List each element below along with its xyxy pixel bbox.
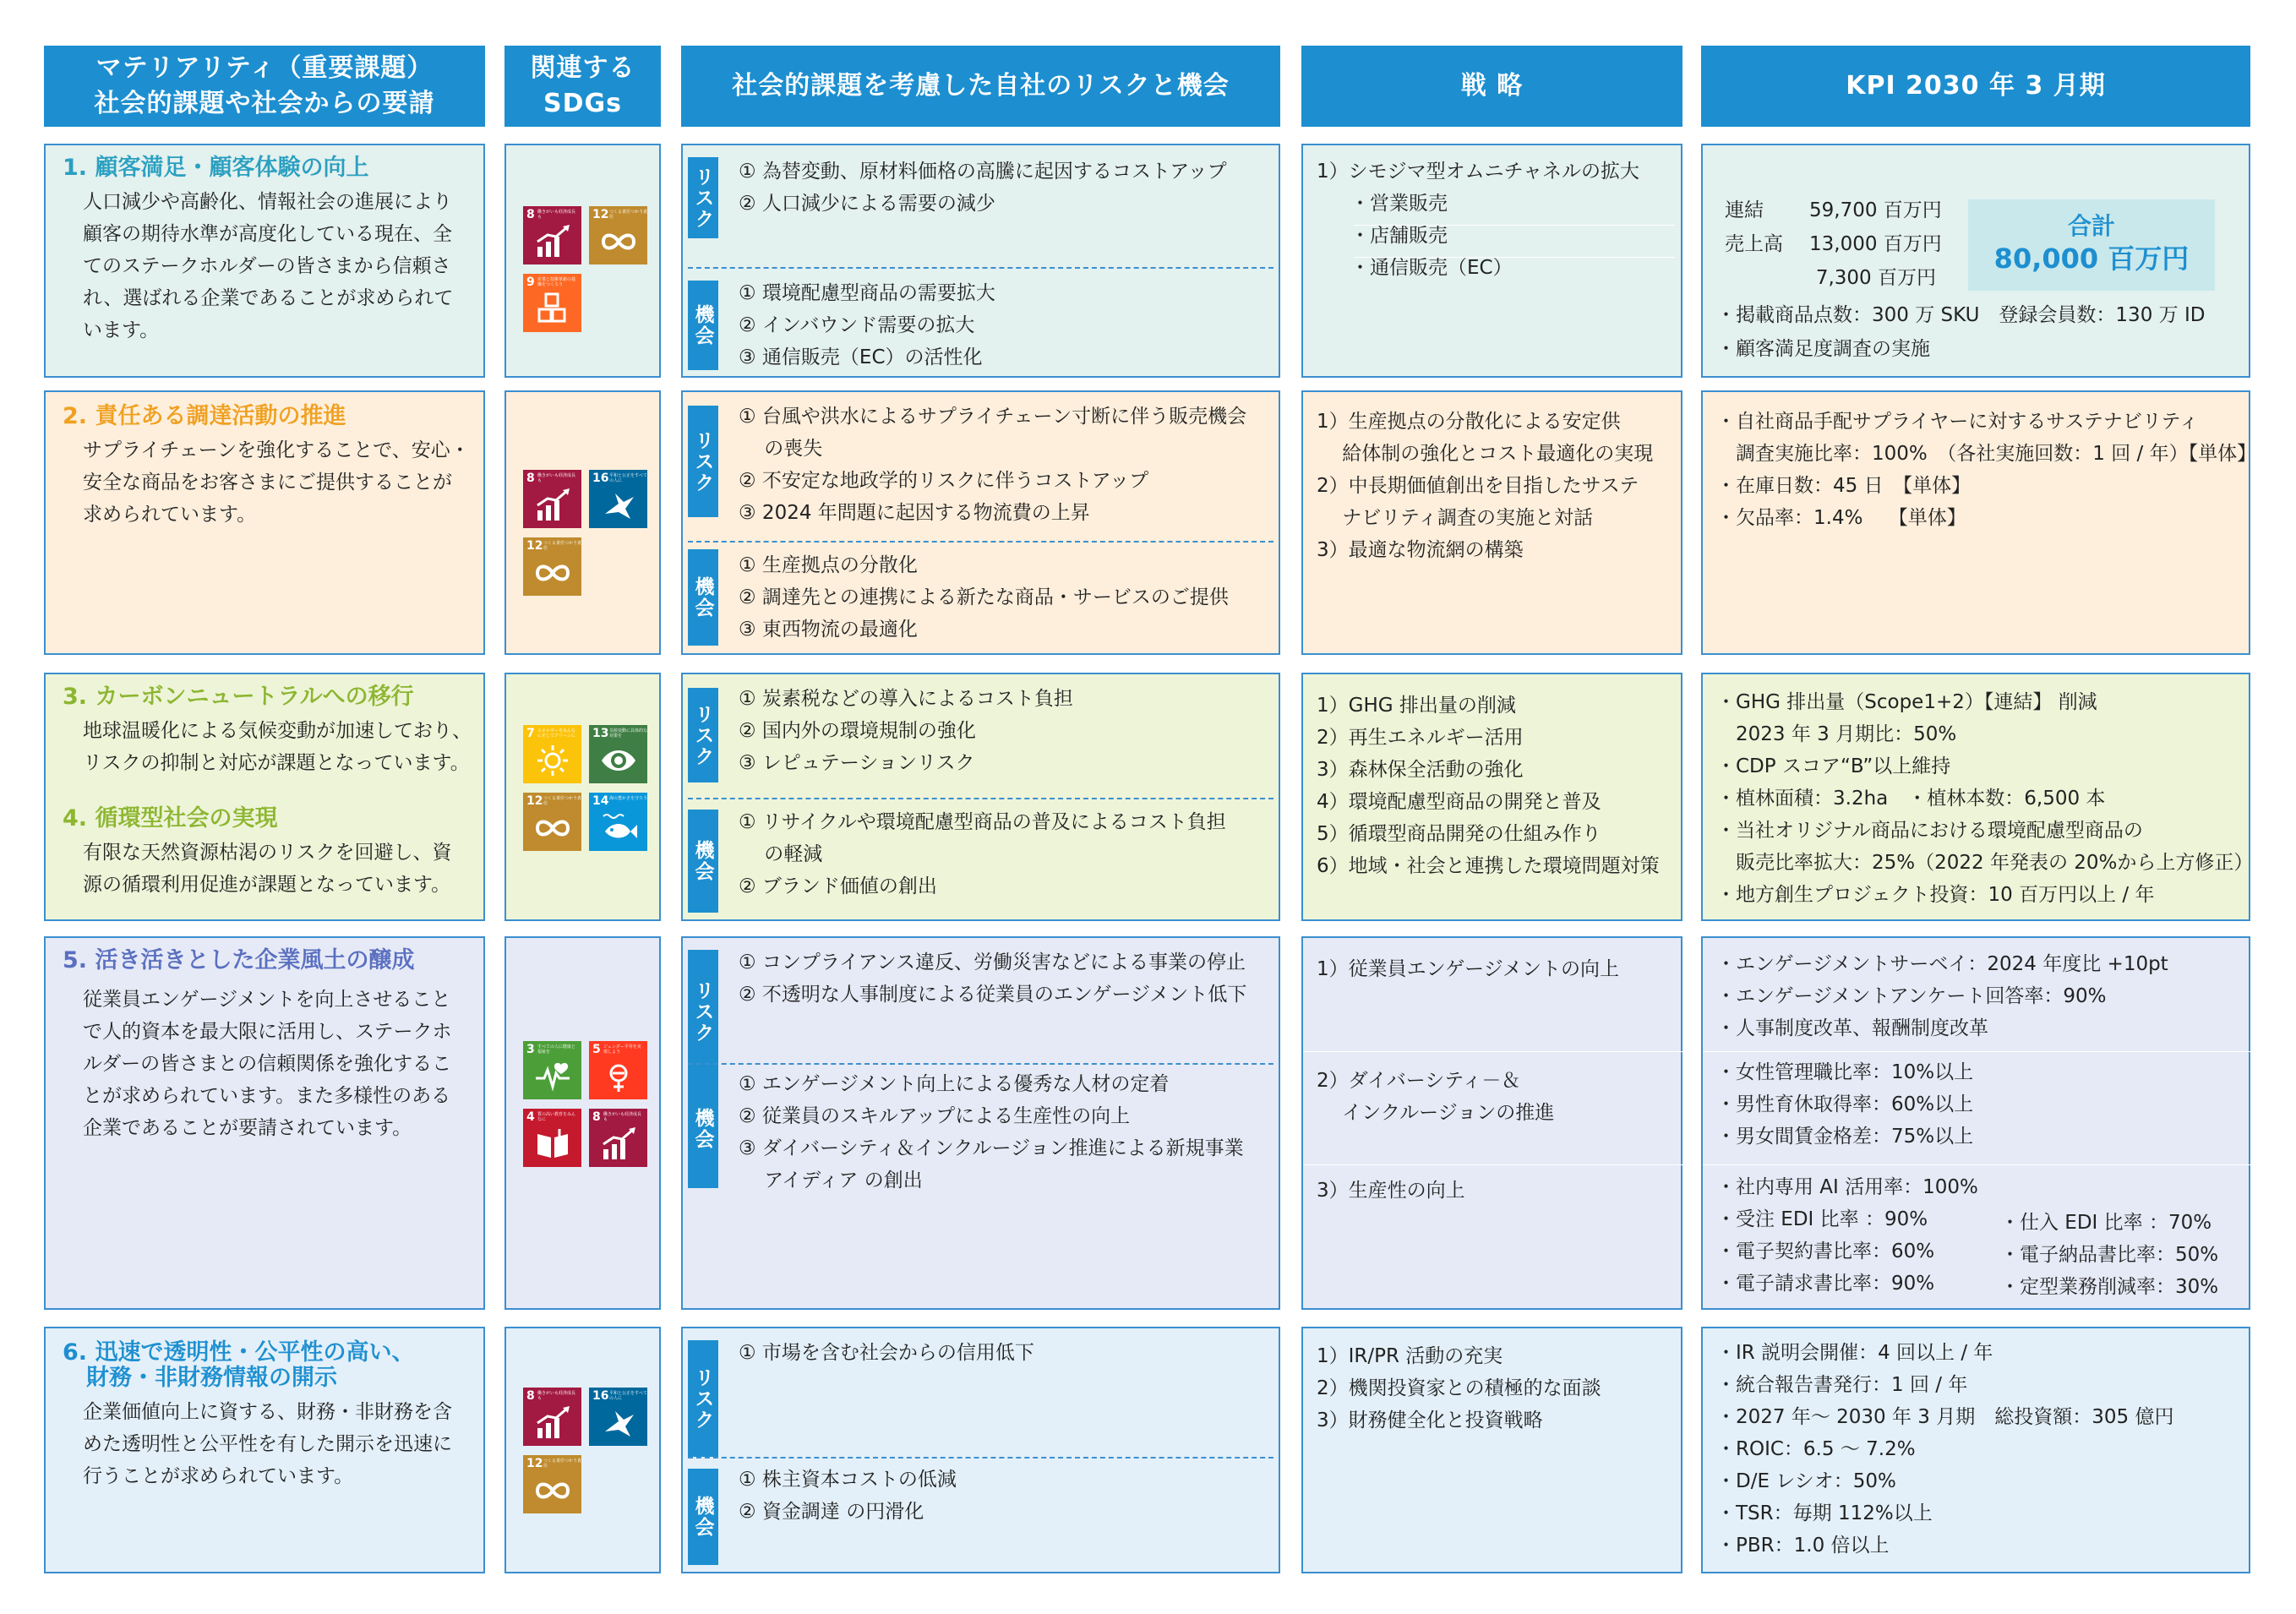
- book-icon: [534, 1127, 571, 1161]
- sdg12-icon: [523, 537, 581, 596]
- risk-item: ③ 2024 年問題に起因する物流費の上昇: [739, 502, 1090, 524]
- row3-risk-opportunity-cell: [681, 673, 1280, 921]
- kpi-item: ・掲載商品点数：300 万 SKU 登録会員数：130 万 ID: [1716, 304, 2206, 326]
- opportunity-item: ① 株主資本コストの低減: [739, 1469, 957, 1491]
- kpi-item: ・電子請求書比率：90%: [1716, 1273, 1935, 1295]
- kpi-item: ・TSR：毎期 112%以上: [1716, 1502, 1933, 1524]
- row5-desc-line: とが求められています。また多様性のある: [83, 1085, 451, 1107]
- kpi-item: ・在庫日数：45 日 【単体】: [1716, 475, 1972, 497]
- row5-kpi-cell: [1701, 936, 2250, 1310]
- row2-risk-opportunity-cell: [681, 390, 1280, 655]
- row1-sdgs-cell: [504, 144, 661, 378]
- row2-desc-line: 求められています。: [83, 504, 257, 526]
- risk-item: の喪失: [739, 438, 823, 460]
- sdg4-icon: [523, 1109, 581, 1167]
- row2-risk-list: [739, 401, 1246, 529]
- sdg-number: 12: [592, 208, 609, 221]
- risk-item: ① コンプライアンス違反、労働災害などによる事業の停止: [739, 951, 1246, 973]
- gender-icon: [600, 1060, 637, 1093]
- sdg-caption: ジェンダー平等を実現しよう: [603, 1044, 641, 1055]
- row3-desc-line: 地球温暖化による気候変動が加速しており、: [83, 720, 472, 742]
- row5-desc-line: 企業であることが要請されています。: [83, 1117, 412, 1139]
- row1-risk-list: [739, 155, 1227, 220]
- strategy-item: 1）生産拠点の分散化による安定供: [1317, 411, 1621, 433]
- row3-sdgs-cell: [504, 673, 661, 921]
- opportunity-item: ① 環境配慮型商品の需要拡大: [739, 282, 995, 304]
- risk-item: ② 国内外の環境規制の強化: [739, 720, 976, 742]
- sdg-caption: 平和と公正をすべての人に: [609, 1391, 647, 1401]
- kpi-item: ・当社オリジナル商品における環境配慮型商品の: [1716, 820, 2143, 842]
- sdg16-icon: [589, 1388, 647, 1446]
- row6-desc-line: 行うことが求められています。: [83, 1465, 354, 1487]
- opportunity-item: ② ブランド価値の創出: [739, 875, 937, 897]
- kpi-value: 7,300 百万円: [1815, 267, 1936, 289]
- sdg13-icon: [589, 725, 647, 783]
- sdg-number: 8: [526, 472, 535, 485]
- kpi-item: 2023 年 3 月期比：50%: [1716, 723, 1957, 745]
- row1-materiality-cell: [44, 144, 485, 378]
- strategy-item: 2）機関投資家との積極的な面談: [1317, 1377, 1601, 1399]
- risk-opportunity-divider: [688, 798, 1273, 799]
- strategy-item: 給体制の強化とコスト最適化の実現: [1317, 443, 1654, 465]
- kpi-item: ・顧客満足度調査の実施: [1716, 338, 1930, 360]
- row5-desc-line: で人的資本を最大限に活用し、ステークホ: [83, 1021, 452, 1043]
- kpi-item: ・電子納品書比率：50%: [2000, 1244, 2219, 1266]
- row1-desc-line: てのステークホルダーの皆さまから信頼さ: [83, 255, 451, 277]
- kpi-total-value: 80,000 百万円: [1993, 243, 2190, 275]
- sdg9-icon: [523, 274, 581, 332]
- risk-tag: リスク: [688, 688, 718, 782]
- kpi-sales-label: 売上高: [1725, 233, 1783, 255]
- sdg-caption: つくる責任つかう責任: [609, 210, 648, 220]
- sdg-number: 9: [526, 275, 535, 289]
- strategy-separator: [1354, 225, 1675, 226]
- row5-kpi-list-2: [1716, 1056, 1973, 1153]
- header-risk-opportunity-label: 社会的課題を考慮した自社のリスクと機会: [732, 71, 1230, 101]
- risk-tag: リスク: [688, 406, 718, 517]
- opportunity-item: ③ ダイバーシティ＆インクルージョン推進による新規事業: [739, 1137, 1244, 1159]
- kpi-item: ・社内専用 AI 活用率：100%: [1716, 1176, 1978, 1198]
- row6-kpi-list: [1716, 1337, 2173, 1562]
- row6-strategy-cell: [1301, 1327, 1682, 1573]
- sdg-caption: 働きがいも経済成長も: [537, 473, 576, 483]
- opportunity-item: ② 調達先との連携による新たな商品・サービスのご提供: [739, 586, 1229, 608]
- row1-kpi-cell: [1701, 144, 2250, 378]
- risk-opportunity-divider: [688, 267, 1273, 269]
- eye-globe-icon: [600, 744, 637, 777]
- row5-kpi-list-3-right: [2000, 1207, 2218, 1303]
- row4-description: [83, 837, 452, 901]
- risk-tag: リスク: [688, 157, 718, 238]
- kpi-item: ・PBR：1.0 倍以上: [1716, 1535, 1890, 1557]
- sdg-number: 13: [592, 727, 609, 740]
- header-materiality: [44, 46, 485, 127]
- opportunity-item: ② 資金調達 の円滑化: [739, 1501, 924, 1523]
- kpi-item: ・電子契約書比率：60%: [1716, 1240, 1935, 1262]
- row1-desc-line: 顧客の期待水準が高度化している現在、全: [83, 223, 452, 245]
- sdg8-icon: [589, 1109, 647, 1167]
- row1-description: [83, 186, 453, 346]
- row4-desc-line: 有限な天然資源枯渇のリスクを回避し、資: [83, 842, 452, 864]
- strategy-item: 3）生産性の向上: [1317, 1180, 1465, 1202]
- risk-item: ① 台風や洪水によるサプライチェーン寸断に伴う販売機会: [739, 406, 1247, 428]
- kpi-item: 調査実施比率：100% （各社実施回数：1 回 / 年）【単体】: [1716, 443, 2257, 465]
- strategy-item: ・店舗販売: [1350, 225, 1448, 247]
- risk-tag: リスク: [688, 1340, 718, 1457]
- sdg12-icon: [589, 206, 647, 264]
- sdg-number: 7: [526, 727, 535, 740]
- sdg-caption: エネルギーをみんなにそしてクリーンに: [537, 728, 576, 739]
- kpi-item: ・D/E レシオ：50%: [1716, 1470, 1896, 1492]
- row2-strategy-cell: [1301, 390, 1682, 655]
- sdg12-icon: [523, 1455, 581, 1513]
- opportunity-item: ① 生産拠点の分散化: [739, 554, 918, 576]
- header-materiality-line2: 社会的課題や社会からの要請: [94, 89, 435, 118]
- sdg-caption: 平和と公正をすべての人に: [609, 473, 647, 483]
- strategy-item: 4）環境配慮型商品の開発と普及: [1317, 791, 1601, 813]
- row6-materiality-cell: [44, 1327, 485, 1573]
- row3-strategy-cell: [1301, 673, 1682, 921]
- row2-kpi-list: [1716, 406, 2256, 534]
- strategy-item: 2）中長期価値創出を目指したサステ: [1317, 475, 1639, 497]
- row5-risk-opportunity-cell: [681, 936, 1280, 1310]
- sdg-caption: 気候変動に具体的な対策を: [609, 728, 648, 739]
- strategy-separator: [1354, 257, 1675, 258]
- kpi-item: ・エンゲージメントサーベイ：2024 年度比 +10pt: [1716, 953, 2168, 975]
- kpi-item: ・女性管理職比率：10%以上: [1716, 1061, 1974, 1083]
- row1-strategy-list: [1317, 155, 1639, 284]
- kpi-consolidated-label: 連結: [1725, 199, 1764, 221]
- row4-title: 4. 循環型社会の実現: [63, 805, 278, 832]
- sdg-number: 12: [526, 539, 543, 553]
- sdg-number: 14: [592, 794, 609, 808]
- risk-opportunity-divider: [688, 1063, 1273, 1065]
- strategy-item: 1）GHG 排出量の削減: [1317, 695, 1516, 717]
- strategy-item: 1）従業員エンゲージメントの向上: [1317, 958, 1620, 980]
- row6-opportunity-list: [739, 1464, 957, 1528]
- row2-description: [83, 434, 470, 531]
- opportunity-item: ② 従業員のスキルアップによる生産性の向上: [739, 1105, 1131, 1127]
- row6-title-line2: 財務・非財務情報の開示: [86, 1365, 337, 1391]
- risk-item: ③ レピュテーションリスク: [739, 752, 975, 774]
- kpi-total-box: [1968, 199, 2215, 291]
- kpi-value: 59,700 百万円: [1809, 199, 1942, 221]
- strategy-item: ・営業販売: [1350, 193, 1448, 215]
- sdg-caption: すべての人に健康と福祉を: [537, 1044, 575, 1055]
- sdg-number: 8: [526, 1389, 535, 1403]
- sdg-caption: 産業と技術革新の基盤をつくろう: [537, 277, 576, 287]
- opportunity-item: ① リサイクルや環境配慮型商品の普及によるコスト負担: [739, 811, 1226, 833]
- row1-opportunity-list: [739, 277, 995, 374]
- opportunity-item: ③ 通信販売（EC）の活性化: [739, 346, 983, 368]
- strategy-item: ・通信販売（EC）: [1350, 257, 1513, 279]
- row3-opportunity-list: [739, 806, 1226, 902]
- opportunity-tag: 機会: [688, 1070, 718, 1188]
- opportunity-item: ③ 東西物流の最適化: [739, 619, 918, 641]
- dove-icon: [600, 488, 637, 522]
- kpi-item: ・仕入 EDI 比率 ：70%: [2000, 1212, 2212, 1234]
- growth-chart-icon: [534, 1406, 571, 1440]
- strategy-item: 2）ダイバーシティ－＆: [1317, 1070, 1521, 1092]
- infinity-icon: [534, 556, 571, 590]
- opportunity-tag: 機会: [688, 281, 718, 370]
- row2-desc-line: 安全な商品をお客さまにご提供することが: [83, 472, 452, 493]
- strategy-item: 3）森林保全活動の強化: [1317, 759, 1524, 781]
- strategy-item: ナビリティ調査の実施と対話: [1317, 507, 1594, 529]
- row2-sdgs-cell: [504, 390, 661, 655]
- row5-strategy-cell: [1301, 936, 1682, 1310]
- infinity-icon: [600, 225, 637, 259]
- row2-desc-line: サプライチェーンを強化することで、安心・: [83, 439, 470, 461]
- sdg-number: 12: [526, 794, 543, 808]
- row3-kpi-list: [1716, 686, 2253, 911]
- sdg12-icon: [523, 793, 581, 851]
- row2-materiality-cell: [44, 390, 485, 655]
- risk-item: ② 不安定な地政学的リスクに伴うコストアップ: [739, 470, 1149, 492]
- heartbeat-icon: [534, 1060, 571, 1093]
- strategy-item: 2）再生エネルギー活用: [1317, 727, 1524, 749]
- sdg3-icon: [523, 1041, 581, 1099]
- row6-strategy-list: [1317, 1340, 1601, 1437]
- sdg-caption: 働きがいも経済成長も: [537, 1391, 576, 1401]
- row6-risk-opportunity-cell: [681, 1327, 1280, 1573]
- sdg8-icon: [523, 1388, 581, 1446]
- kpi-item: ・欠品率：1.4% 【単体】: [1716, 507, 1966, 529]
- risk-item: ① 為替変動、原材料価格の高騰に起因するコストアップ: [739, 161, 1227, 183]
- kpi-item: ・自社商品手配サプライヤーに対するサステナビリティ: [1716, 411, 2199, 433]
- row5-risk-list: [739, 946, 1246, 1011]
- row5-desc-line: ルダーの皆さまとの信頼関係を強化するこ: [83, 1053, 452, 1075]
- kpi-item: ・CDP スコア“B”以上維持: [1716, 755, 1951, 777]
- strategy-item: 3）財務健全化と投資戦略: [1317, 1410, 1543, 1431]
- strategy-item: 3）最適な物流網の構築: [1317, 539, 1524, 561]
- sdg-caption: つくる責任つかう責任: [543, 1459, 582, 1469]
- row2-opportunity-list: [739, 549, 1229, 646]
- kpi-item: ・エンゲージメントアンケート回答率：90%: [1716, 985, 2107, 1007]
- row6-kpi-cell: [1701, 1327, 2250, 1573]
- row2-title: 2. 責任ある調達活動の推進: [63, 403, 346, 429]
- strategy-item: 6）地域・社会と連携した環境問題対策: [1317, 855, 1660, 877]
- risk-item: ② 人口減少による需要の減少: [739, 193, 995, 215]
- header-risk-opportunity: [681, 46, 1280, 127]
- kpi-item: ・男性育休取得率：60%以上: [1716, 1093, 1974, 1115]
- sdg7-icon: [523, 725, 581, 783]
- risk-opportunity-divider: [688, 1457, 1273, 1459]
- header-sdgs: [504, 46, 661, 127]
- kpi-item: 販売比率拡大：25%（2022 年発表の 20%から上方修正）: [1716, 852, 2254, 874]
- row1-title: 1. 顧客満足・顧客体験の向上: [63, 155, 369, 181]
- row5-strategy-2: [1317, 1065, 1554, 1129]
- sdg16-icon: [589, 470, 647, 528]
- sdg-caption: 質の高い教育をみんなに: [537, 1112, 576, 1122]
- infinity-icon: [534, 811, 571, 845]
- infinity-icon: [534, 1474, 571, 1508]
- header-kpi-label: KPI 2030 年 3 月期: [1846, 71, 2106, 101]
- sdg8-icon: [523, 206, 581, 264]
- row5-kpi-list-1: [1716, 948, 2168, 1044]
- row4-desc-line: 源の循環利用促進が課題となっています。: [83, 874, 451, 896]
- sdg-caption: 働きがいも経済成長も: [537, 210, 576, 220]
- row3-strategy-list: [1317, 690, 1660, 882]
- kpi-item: ・ROIC：6.5 ～ 7.2%: [1716, 1438, 1916, 1460]
- strategy-separator: [1303, 1051, 1684, 1052]
- kpi-separator: [1703, 1051, 2252, 1052]
- risk-item: ① 市場を含む社会からの信用低下: [739, 1342, 1034, 1364]
- growth-chart-icon: [534, 488, 571, 522]
- row6-title: 6. 迅速で透明性・公平性の高い、: [63, 1339, 415, 1366]
- sdg-caption: つくる責任つかう責任: [543, 796, 582, 806]
- sdg-caption: 働きがいも経済成長も: [603, 1112, 642, 1122]
- sdg14-icon: [589, 793, 647, 851]
- risk-tag: リスク: [688, 950, 718, 1073]
- sdg-number: 8: [592, 1110, 601, 1124]
- row1-desc-line: 人口減少や高齢化、情報社会の進展により: [83, 191, 452, 213]
- cubes-icon: [534, 292, 571, 326]
- row3-kpi-cell: [1701, 673, 2254, 921]
- growth-chart-icon: [534, 225, 571, 259]
- strategy-item: 1）シモジマ型オムニチャネルの拡大: [1317, 161, 1639, 183]
- row3-description: [83, 715, 472, 779]
- kpi-item: ・GHG 排出量（Scope1+2）【連結】 削減: [1716, 691, 2097, 713]
- row1-desc-line: れ、選ばれる企業であることが求められて: [83, 287, 454, 309]
- row2-kpi-cell: [1701, 390, 2257, 655]
- opportunity-tag: 機会: [688, 810, 718, 913]
- header-kpi: [1701, 46, 2250, 127]
- row5-materiality-cell: [44, 936, 485, 1310]
- sdg-number: 12: [526, 1457, 543, 1470]
- kpi-item: ・植林面積：3.2ha ・植林本数：6,500 本: [1716, 788, 2106, 810]
- kpi-separator: [1703, 1164, 2252, 1165]
- opportunity-tag: 機会: [688, 549, 718, 646]
- row3-desc-line: リスクの抑制と対応が課題となっています。: [83, 752, 470, 774]
- row5-desc-line: 従業員エンゲージメントを向上させること: [83, 989, 451, 1011]
- row6-desc-line: 企業価値向上に資する、財務・非財務を含: [83, 1401, 452, 1423]
- strategy-item: インクルージョンの推進: [1317, 1102, 1555, 1124]
- sdg-number: 16: [592, 472, 609, 485]
- kpi-total-label: 合計: [2067, 212, 2115, 240]
- row6-sdgs-cell: [504, 1327, 661, 1573]
- sdg-caption: つくる責任つかう責任: [543, 541, 582, 551]
- sdg8-icon: [523, 470, 581, 528]
- header-strategy: [1301, 46, 1682, 127]
- sdg-caption: 海の豊かさを守ろう: [609, 796, 648, 801]
- row5-opportunity-list: [739, 1068, 1244, 1197]
- row3-risk-list: [739, 683, 1073, 779]
- row1-strategy-cell: [1301, 144, 1682, 378]
- opportunity-item: の軽減: [739, 843, 823, 865]
- header-sdgs-line1: 関連する: [530, 53, 635, 83]
- kpi-item: ・2027 年～ 2030 年 3 月期 総投資額：305 億円: [1716, 1406, 2174, 1428]
- risk-item: ② 不透明な人事制度による従業員のエンゲージメント低下: [739, 984, 1247, 1006]
- kpi-item: ・男女間賃金格差：75%以上: [1716, 1126, 1974, 1148]
- row5-strategy-1: [1317, 953, 1619, 985]
- row6-risk-list: [739, 1337, 1034, 1369]
- sdg-number: 5: [592, 1043, 601, 1056]
- dove-icon: [600, 1406, 637, 1440]
- sdg5-icon: [589, 1041, 647, 1099]
- strategy-separator: [1303, 1164, 1684, 1165]
- header-strategy-label: 戦 略: [1460, 71, 1524, 101]
- kpi-item: ・人事制度改革、報酬制度改革: [1716, 1017, 1988, 1039]
- row1-desc-line: います。: [83, 319, 160, 341]
- row5-kpi-list-3-left: [1716, 1171, 1978, 1300]
- kpi-item: ・受注 EDI 比率 ：90%: [1716, 1208, 1928, 1230]
- risk-item: ① 炭素税などの導入によるコスト負担: [739, 688, 1073, 710]
- growth-chart-icon: [600, 1127, 637, 1161]
- sdg-number: 4: [526, 1110, 535, 1124]
- kpi-value: 13,000 百万円: [1809, 233, 1942, 255]
- row6-description: [83, 1396, 452, 1492]
- sun-icon: [534, 744, 571, 777]
- risk-opportunity-divider: [688, 541, 1273, 543]
- row6-desc-line: めた透明性と公平性を有した開示を迅速に: [83, 1433, 452, 1455]
- row5-description: [83, 984, 452, 1144]
- row5-strategy-3: [1317, 1175, 1465, 1207]
- sdg-number: 16: [592, 1389, 609, 1403]
- header-materiality-line1: マテリアリティ（重要課題）: [95, 53, 434, 83]
- row1-risk-opportunity-cell: [681, 144, 1280, 378]
- opportunity-tag: 機会: [688, 1469, 718, 1565]
- kpi-item: ・IR 説明会開催：4 回以上 / 年: [1716, 1342, 1993, 1364]
- strategy-item: 1）IR/PR 活動の充実: [1317, 1345, 1503, 1367]
- fish-icon: [600, 811, 637, 845]
- row2-strategy-list: [1317, 406, 1653, 566]
- opportunity-item: ① エンゲージメント向上による優秀な人材の定着: [739, 1073, 1170, 1095]
- opportunity-item: アイディア の創出: [739, 1170, 923, 1191]
- row5-title: 5. 活き活きとした企業風土の醸成: [63, 947, 415, 973]
- kpi-item: ・地方創生プロジェクト投資：10 百万円以上 / 年: [1716, 884, 2155, 906]
- row3-materiality-cell: [44, 673, 485, 921]
- strategy-item: 5）循環型商品開発の仕組み作り: [1317, 823, 1601, 845]
- sdg-number: 3: [526, 1043, 535, 1056]
- header-sdgs-line2: SDGs: [543, 89, 622, 118]
- opportunity-item: ② インバウンド需要の拡大: [739, 314, 975, 336]
- kpi-item: ・定型業務削減率：30%: [2000, 1276, 2219, 1298]
- row5-sdgs-cell: [504, 936, 661, 1310]
- row3-title: 3. カーボンニュートラルへの移行: [63, 684, 414, 710]
- sdg-number: 8: [526, 208, 535, 221]
- kpi-item: ・統合報告書発行：1 回 / 年: [1716, 1374, 1968, 1396]
